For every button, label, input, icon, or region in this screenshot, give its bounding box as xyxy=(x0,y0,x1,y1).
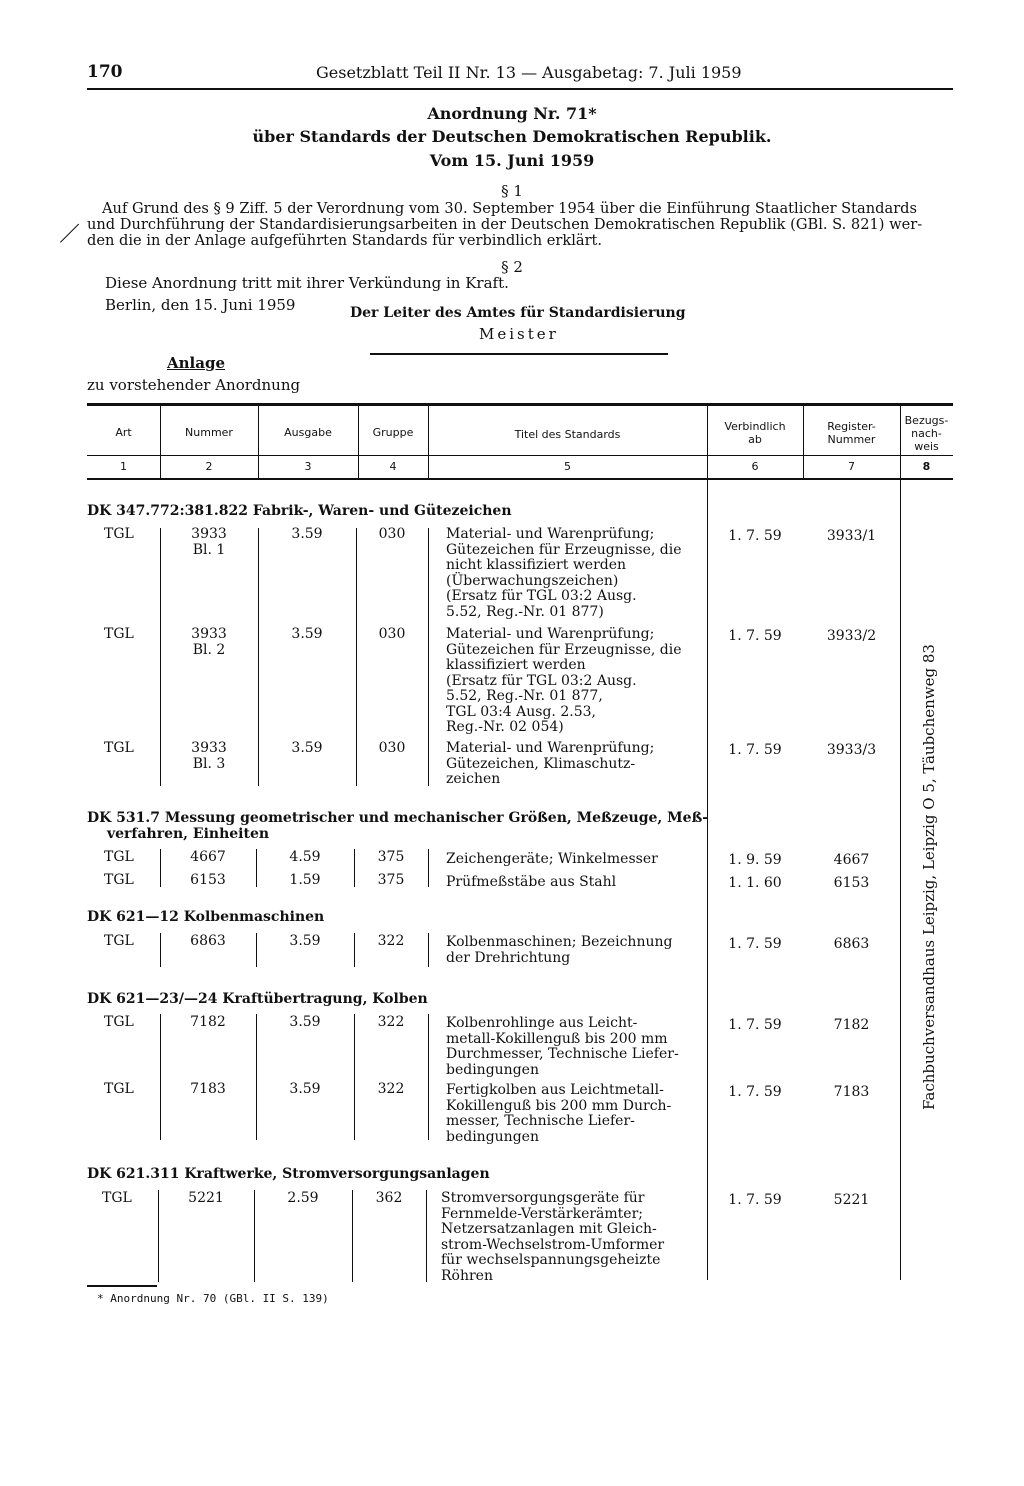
cell-nummer: 6153 xyxy=(190,872,226,888)
ordinance-subject: über Standards der Deutschen Demokratischen Republik. xyxy=(252,127,772,146)
section-heading: DK 621.311 Kraftwerke, Stromversorgungsanlagen xyxy=(87,1166,490,1182)
cell-register: 4667 xyxy=(833,852,870,868)
cell-art: TGL xyxy=(104,1014,134,1030)
cell-ausgabe: 3.59 xyxy=(289,933,321,949)
cell-gruppe: 322 xyxy=(377,1014,405,1030)
header-bezug xyxy=(900,414,953,453)
header-register-line: Nummer xyxy=(827,433,876,446)
cell-register: 3933/2 xyxy=(826,628,877,644)
header-verbindlich-line: ab xyxy=(748,433,762,446)
cell-nummer: 7183 xyxy=(190,1081,226,1097)
footnote-rule xyxy=(87,1285,157,1287)
cell-nummer: 3933 Bl. 1 xyxy=(191,526,227,558)
cell-nummer: 5221 xyxy=(188,1190,224,1206)
cell-art: TGL xyxy=(104,1081,134,1097)
column-number: 4 xyxy=(389,460,397,473)
column-divider xyxy=(354,1014,355,1140)
section-heading: DK 347.772:381.822 Fabrik-, Waren- und Gütezeichen xyxy=(87,503,512,519)
signatory-title: Der Leiter des Amtes für Standardisierung xyxy=(350,305,686,321)
section-heading: DK 621—23/—24 Kraftübertragung, Kolben xyxy=(87,991,428,1007)
margin-mark xyxy=(60,224,79,243)
column-divider xyxy=(256,1014,257,1140)
paragraph-2-text: Diese Anordnung tritt mit ihrer Verkündung in Kraft. xyxy=(105,274,509,292)
header-bezug-line: nach- xyxy=(911,427,942,440)
column-number: 1 xyxy=(120,460,127,473)
column-divider xyxy=(428,849,429,887)
cell-titel: Stromversorgungsgeräte für Fernmelde-Verstärkerämter; Netzersatzanlagen mit Gleich- strom-Wechselstrom-Umformer für wechselspannungsgeheizte Röhren xyxy=(441,1190,665,1284)
cell-art: TGL xyxy=(104,872,134,888)
header-art: Art xyxy=(115,426,132,439)
cell-ausgabe: 3.59 xyxy=(291,526,323,542)
cell-titel: Kolbenrohlinge aus Leicht- metall-Kokillenguß bis 200 mm Durchmesser, Technische Liefer- bedingungen xyxy=(446,1015,679,1078)
column-divider xyxy=(426,1190,427,1282)
cell-art: TGL xyxy=(104,849,134,865)
cell-nummer: 7182 xyxy=(190,1014,226,1030)
cell-titel: Fertigkolben aus Leichtmetall- Kokillenguß bis 200 mm Durch- messer, Technische Liefer- bedingungen xyxy=(446,1082,672,1145)
cell-gruppe: 030 xyxy=(378,740,406,756)
cell-art: TGL xyxy=(104,526,134,542)
section-heading: DK 621—12 Kolbenmaschinen xyxy=(87,909,325,925)
column-number: 3 xyxy=(304,460,312,473)
cell-art: TGL xyxy=(102,1190,132,1206)
cell-register: 6153 xyxy=(833,875,870,891)
table-header-bottom-rule xyxy=(87,478,953,480)
paragraph-1-line: und Durchführung der Standardisierungsarbeiten in der Deutschen Demokratischen Republik (GBl. S. 821) wer- xyxy=(87,216,923,233)
cell-register: 5221 xyxy=(833,1192,870,1208)
footnote: * Anordnung Nr. 70 (GBl. II S. 139) xyxy=(97,1292,329,1305)
cell-verbindlich: 1. 7. 59 xyxy=(728,1017,782,1033)
cell-register: 3933/3 xyxy=(826,742,877,758)
ordinance-title: Anordnung Nr. 71* xyxy=(427,104,597,123)
cell-verbindlich: 1. 7. 59 xyxy=(728,628,782,644)
cell-nummer: 3933 Bl. 3 xyxy=(191,740,227,772)
cell-gruppe: 030 xyxy=(378,526,406,542)
cell-ausgabe: 3.59 xyxy=(291,626,323,642)
cell-nummer: 4667 xyxy=(190,849,226,865)
cell-titel: Prüfmeßstäbe aus Stahl xyxy=(446,874,617,890)
cell-verbindlich: 1. 7. 59 xyxy=(728,1084,782,1100)
column-number: 5 xyxy=(564,460,571,473)
paragraph-1-heading: § 1 xyxy=(501,182,523,200)
cell-register: 3933/1 xyxy=(826,528,877,544)
paragraph-1-line: den die in der Anlage aufgeführten Standards für verbindlich erklärt. xyxy=(87,232,603,249)
cell-titel: Kolbenmaschinen; Bezeichnung der Drehrichtung xyxy=(446,934,673,966)
cell-titel: Material- und Warenprüfung; Gütezeichen, Klimaschutz- zeichen xyxy=(446,740,655,787)
table-top-rule xyxy=(87,403,953,406)
cell-verbindlich: 1. 9. 59 xyxy=(728,852,782,868)
header-verbindlich-line: Verbindlich xyxy=(724,420,786,433)
cell-register: 7183 xyxy=(833,1084,870,1100)
cell-gruppe: 375 xyxy=(377,849,405,865)
cell-nummer: 3933 Bl. 2 xyxy=(191,626,227,658)
column-divider xyxy=(428,1014,429,1140)
table-header-rule xyxy=(87,455,953,456)
column-number: 7 xyxy=(848,460,855,473)
cell-register: 7182 xyxy=(833,1017,870,1033)
column-divider xyxy=(900,480,901,1280)
header-nummer: Nummer xyxy=(185,426,233,439)
column-number: 2 xyxy=(205,460,213,473)
cell-gruppe: 322 xyxy=(377,933,405,949)
cell-titel: Material- und Warenprüfung; Gütezeichen für Erzeugnisse, die klassifiziert werden (Ersatz für TGL 03:2 Ausg. 5.52, Reg.-Nr. 01 877, TGL 03:4 Ausg. 2.53, Reg.-Nr. 02 054) xyxy=(446,626,682,735)
column-divider xyxy=(428,528,429,786)
cell-ausgabe: 1.59 xyxy=(289,872,321,888)
cell-art: TGL xyxy=(104,740,134,756)
cell-gruppe: 375 xyxy=(377,872,405,888)
section-heading: DK 531.7 Messung geometrischer und mechanischer Größen, Meßzeuge, Meß- xyxy=(87,810,709,826)
column-divider xyxy=(160,1014,161,1140)
header-bezug-line: Bezugs- xyxy=(904,414,949,427)
cell-ausgabe: 3.59 xyxy=(289,1014,321,1030)
cell-verbindlich: 1. 7. 59 xyxy=(728,528,782,544)
cell-nummer: 6863 xyxy=(190,933,226,949)
place-date: Berlin, den 15. Juni 1959 xyxy=(105,296,296,314)
annex-subtitle: zu vorstehender Anordnung xyxy=(87,376,301,394)
cell-gruppe: 362 xyxy=(375,1190,403,1206)
section-heading-continued: verfahren, Einheiten xyxy=(107,826,270,842)
cell-art: TGL xyxy=(104,626,134,642)
cell-verbindlich: 1. 1. 60 xyxy=(728,875,782,891)
header-bezug-line: weis xyxy=(914,440,939,453)
cell-titel: Zeichengeräte; Winkelmesser xyxy=(446,851,658,867)
cell-titel: Material- und Warenprüfung; Gütezeichen für Erzeugnisse, die nicht klassifiziert werden (Überwachungszeichen) (Ersatz für TGL 03:2 Ausg. 5.52, Reg.-Nr. 01 877) xyxy=(446,526,682,620)
side-imprint: Fachbuchversandhaus Leipzig, Leipzig O 5, Täubchenweg 83 xyxy=(920,644,938,1110)
page-number: 170 xyxy=(87,62,123,82)
cell-art: TGL xyxy=(104,933,134,949)
annex-title: Anlage xyxy=(167,354,225,372)
cell-gruppe: 030 xyxy=(378,626,406,642)
cell-ausgabe: 4.59 xyxy=(289,849,321,865)
ordinance-date: Vom 15. Juni 1959 xyxy=(429,151,595,170)
signature-rule xyxy=(370,353,668,355)
header-verbindlich xyxy=(707,420,803,446)
header-register xyxy=(803,420,900,446)
cell-verbindlich: 1. 7. 59 xyxy=(728,742,782,758)
paragraph-2-heading: § 2 xyxy=(501,258,523,276)
cell-verbindlich: 1. 7. 59 xyxy=(728,936,782,952)
cell-ausgabe: 2.59 xyxy=(287,1190,319,1206)
header-register-line: Register- xyxy=(827,420,876,433)
header-titel: Titel des Standards xyxy=(514,428,621,441)
signatory-name: Meister xyxy=(479,325,559,343)
column-number: 6 xyxy=(751,460,759,473)
column-number: 8 xyxy=(922,460,931,473)
cell-ausgabe: 3.59 xyxy=(291,740,323,756)
running-head: Gesetzblatt Teil II Nr. 13 — Ausgabetag: 7. Juli 1959 xyxy=(316,63,742,82)
paragraph-1-line: Auf Grund des § 9 Ziff. 5 der Verordnung vom 30. September 1954 über die Einführung Staatlicher Standards xyxy=(102,200,917,217)
header-ausgabe: Ausgabe xyxy=(284,426,332,439)
cell-ausgabe: 3.59 xyxy=(289,1081,321,1097)
cell-gruppe: 322 xyxy=(377,1081,405,1097)
cell-verbindlich: 1. 7. 59 xyxy=(728,1192,782,1208)
header-gruppe: Gruppe xyxy=(372,426,414,439)
cell-register: 6863 xyxy=(833,936,870,952)
column-divider xyxy=(428,933,429,967)
header-rule xyxy=(87,88,953,90)
